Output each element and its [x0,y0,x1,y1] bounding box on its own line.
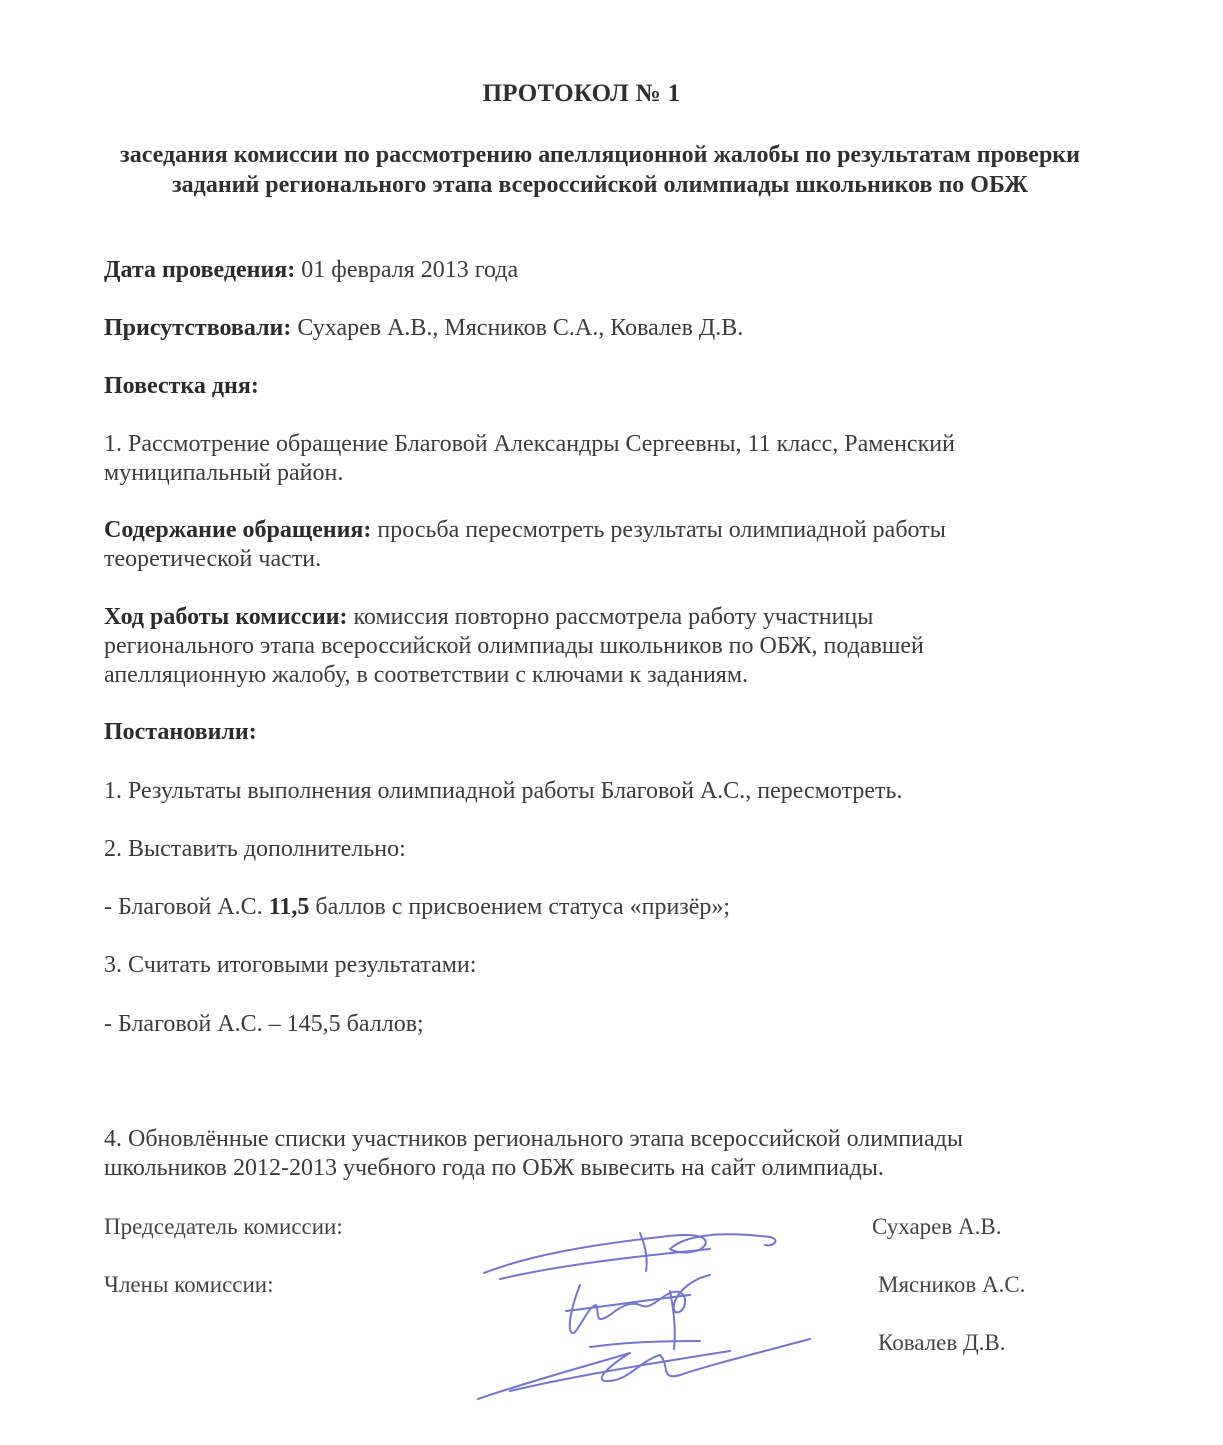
attendees-line [104,314,1064,343]
signature-stroke [510,1351,730,1391]
score-prefix: - Благовой А.С. [104,894,269,920]
resolution-heading [104,718,1064,747]
signature-stroke [484,1234,775,1273]
member-2-name: Ковалев Д.В. [878,1330,1006,1355]
progress-label: Ход работы комиссии: [104,604,348,630]
progress-line [104,603,1004,690]
signature-stroke [478,1339,810,1399]
resolution-item-3: 3. Считать итоговыми результатами: [104,952,477,978]
resolution-label: Постановили: [104,719,257,745]
attendees-value: Сухарев А.В., Мясников С.А., Ковалев Д.В. [291,315,744,341]
handwritten-signatures [470,1215,830,1415]
progress-value: комиссия повторно рассмотрела работу участницы регионального этапа всероссийской олимпиады школьников по ОБЖ, подавшей апелляционную жалобу, в соответствии с ключами к заданиям. [104,604,924,688]
document-title: ПРОТОКОЛ № 1 [482,80,681,107]
resolution-item-2: 2. Выставить дополнительно: [104,836,406,862]
date-value: 01 февраля 2013 года [295,257,519,283]
chair-label: Председатель комиссии: [104,1214,343,1239]
member-1-name: Мясников А.С. [878,1272,1026,1297]
resolution-item-1: 1. Результаты выполнения олимпиадной работы Благовой А.С., пересмотреть. [104,778,903,804]
signature-stroke [590,1341,700,1347]
score-suffix: баллов с присвоением статуса «призёр»; [309,894,731,920]
content-line [104,516,1024,574]
date-line [104,256,1064,285]
signature-stroke [500,1249,710,1279]
agenda-item: 1. Рассмотрение обращение Благовой Александры Сергеевны, 11 класс, Раменский муниципальный район. [104,431,955,486]
date-label: Дата проведения: [104,257,296,283]
members-label: Члены комиссии: [104,1272,274,1297]
agenda-heading [104,372,1064,401]
resolution-item-4: 4. Обновлённые списки участников регионального этапа всероссийской олимпиады школьников 2012-2013 учебного года по ОБЖ вывесить на сайт олимпиады. [104,1126,963,1181]
attendees-label: Присутствовали: [104,315,292,341]
content-label: Содержание обращения: [104,517,372,543]
document-subtitle: заседания комиссии по рассмотрению апелляционной жалобы по результатам проверки заданий регионального этапа всероссийской олимпиады школьников по ОБЖ [120,142,1080,198]
content-value: просьба пересмотреть результаты олимпиадной работы теоретической части. [104,517,946,572]
resolution-item-3a: - Благовой А.С. – 145,5 баллов; [104,1011,424,1037]
agenda-label: Повестка дня: [104,373,259,399]
signature-stroke [570,1275,710,1333]
score-bold: 11,5 [268,894,310,920]
chair-name: Сухарев А.В. [872,1214,1002,1239]
resolution-item-2a [104,893,1064,922]
